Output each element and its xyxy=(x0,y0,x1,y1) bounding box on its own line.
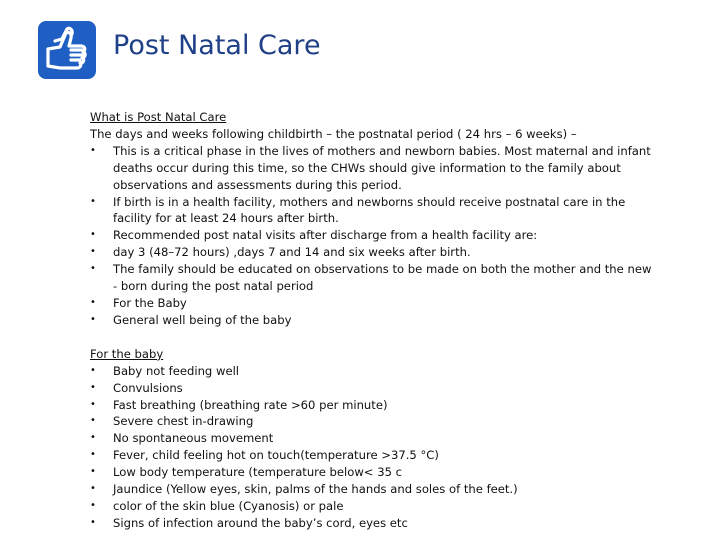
bullet-icon: • xyxy=(90,296,96,308)
list-item: • General well being of the baby xyxy=(90,312,292,327)
list-item: • Jaundice (Yellow eyes, skin, palms of the hands and soles of the feet.) xyxy=(90,482,518,497)
bullet-icon: • xyxy=(90,516,96,528)
bullet-icon: • xyxy=(90,246,96,258)
bullet-icon: • xyxy=(90,195,96,207)
logo-icon xyxy=(38,21,96,79)
bullet-icon: • xyxy=(90,466,96,478)
list-item: • Fast breathing (breathing rate >60 per minute) xyxy=(90,397,388,412)
list-item: • Severe chest in-drawing xyxy=(90,414,254,429)
list-item: • day 3 (48–72 hours) ,days 7 and 14 and six weeks after birth. xyxy=(90,245,471,260)
list-item: • This is a critical phase in the lives of mothers and newborn babies. Most maternal and infant deaths occur during this time, so the CHWs should give information to the family about observations and assessments during this period. xyxy=(90,143,651,192)
bullet-icon: • xyxy=(90,432,96,444)
bullet-icon: • xyxy=(90,483,96,495)
spacer xyxy=(90,329,690,346)
bullet-icon: • xyxy=(90,499,96,511)
page-title: Post Natal Care xyxy=(113,30,321,61)
thumbs-up-hands-icon xyxy=(38,21,96,79)
bullet-icon: • xyxy=(90,381,96,393)
bullet-icon: • xyxy=(90,449,96,461)
bullet-icon: • xyxy=(90,313,96,325)
bullet-icon: • xyxy=(90,144,96,156)
section-heading: For the baby xyxy=(90,346,164,361)
slide-content xyxy=(90,109,690,532)
list-item: • Signs of infection around the baby’s cord, eyes etc xyxy=(90,515,408,530)
list-item: • For the Baby xyxy=(90,295,187,310)
list-item: • No spontaneous movement xyxy=(90,431,274,446)
bullet-icon: • xyxy=(90,263,96,275)
list-item: • Baby not feeding well xyxy=(90,363,240,378)
list-item: • Convulsions xyxy=(90,380,183,395)
list-item: • Fever, child feeling hot on touch(temperature >37.5 °C) xyxy=(90,448,439,463)
intro-text: The days and weeks following childbirth – the postnatal period ( 24 hrs – 6 weeks) – xyxy=(90,126,577,141)
list-item: • The family should be educated on observations to be made on both the mother and the new - born during the post natal period xyxy=(90,262,652,294)
list-item: • Recommended post natal visits after discharge from a health facility are: xyxy=(90,228,538,243)
bullet-icon: • xyxy=(90,415,96,427)
section-heading: What is Post Natal Care xyxy=(90,110,227,124)
bullet-icon: • xyxy=(90,398,96,410)
list-item: • If birth is in a health facility, mothers and newborns should receive postnatal care in the facility for at least 24 hours after birth. xyxy=(90,194,626,226)
list-item: • color of the skin blue (Cyanosis) or pale xyxy=(90,498,344,513)
list-item: • Low body temperature (temperature below< 35 c xyxy=(90,465,403,480)
bullet-icon: • xyxy=(90,364,96,376)
bullet-icon: • xyxy=(90,229,96,241)
